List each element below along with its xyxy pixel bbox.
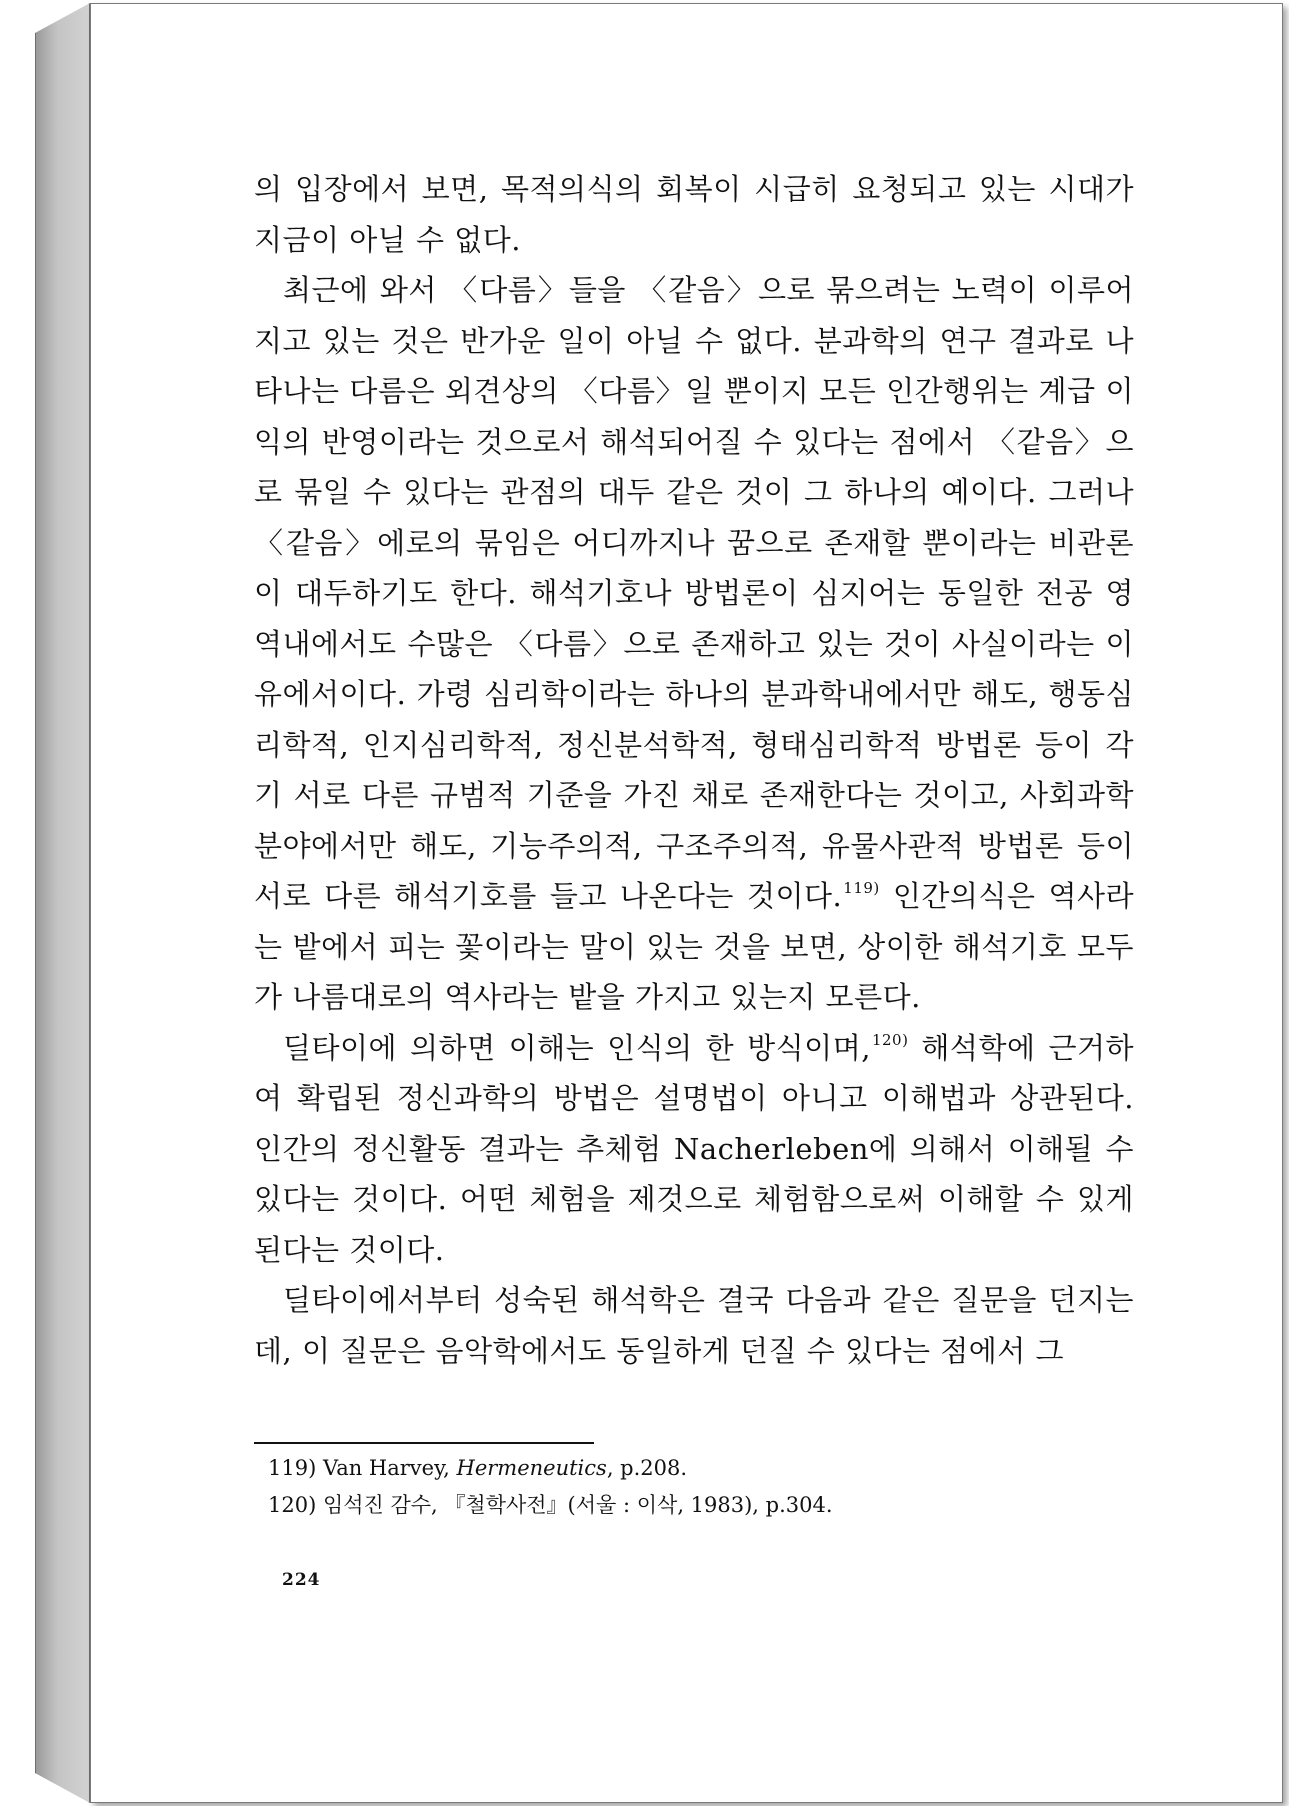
footnote-ref-120: 120) [871, 1030, 909, 1049]
page-number: 224 [282, 1570, 321, 1590]
footnote-ref-119: 119) [843, 879, 880, 897]
paragraph-3-text-after: 해석학에 근거하여 확립된 정신과학의 방법은 설명법이 아니고 이해법과 상관된다. 인간의 정신활동 결과는 추체험 Nacherleben에 의해서 이해될 수 있다는 것이다. 어떤 체험을 제것으로 체험함으로써 이해할 수 있게 된다는 것이다. [254, 1030, 1135, 1267]
footnote-119 [268, 1450, 1128, 1487]
footnote-120-text: 임석진 감수, 『철학사전』(서울 : 이삭, 1983), p.304. [316, 1493, 833, 1517]
body-text [254, 164, 1134, 1376]
footnotes [268, 1450, 1128, 1524]
paragraph-4-text: 딜타이에서부터 성숙된 해석학은 결국 다음과 같은 질문을 던지는데, 이 질문은 음악학에서도 동일하게 던질 수 있다는 점에서 그 [254, 1283, 1134, 1368]
footnote-119-text-after: , p.208. [606, 1456, 688, 1480]
footnote-119-text: Van Harvey, [316, 1456, 457, 1480]
paragraph-1-text: 의 입장에서 보면, 목적의식의 회복이 시급히 요청되고 있는 시대가 지금이 아닐 수 없다. [254, 172, 1134, 257]
footnote-119-number: 119) [268, 1456, 317, 1480]
paragraph-2-text: 최근에 와서 〈다름〉들을 〈같음〉으로 묶으려는 노력이 이루어지고 있는 것은 반가운 일이 아닐 수 없다. 분과학의 연구 결과로 나타나는 다름은 외견상의 〈다름〉일 뿐이지 모든 인간행위는 계급 이익의 반영이라는 것으로서 해석되어질 수 있다는 점에서 〈같음〉으로 묶일 수 있다는 관점의 대두 같은 것이 그 하나의 예이다. 그러나 〈같음〉에로의 묶임은 어디까지나 꿈으로 존재할 뿐이라는 비관론이 대두하기도 한다. 해석기호나 방법론이 심지어는 동일한 전공 영역내에서도 수많은 〈다름〉으로 존재하고 있는 것이 사실이라는 이유에서이다. 가령 심리학이라는 하나의 분과학내에서만 해도, 행동심리학적, 인지심리학적, 정신분석학적, 형태심리학적 방법론 등이 각기 서로 다른 규범적 기준을 가진 채로 존재한다는 것이고, 사회과학 분야에서만 해도, 기능주의적, 구조주의적, 유물사관적 방법론 등이 서로 다른 해석기호를 들고 나온다는 것이다. [254, 273, 1134, 913]
footnote-119-title: Hermeneutics [456, 1456, 607, 1480]
paragraph-4 [254, 1275, 1134, 1376]
book-spine [35, 3, 90, 1803]
paragraph-2-text-after: 인간의식은 역사라는 밭에서 피는 꽃이라는 말이 있는 것을 보면, 상이한 해석기호 모두가 나름대로의 역사라는 밭을 가지고 있는지 모른다. [254, 879, 1134, 1014]
footnote-divider [254, 1442, 594, 1444]
paragraph-3-text: 딜타이에 의하면 이해는 인식의 한 방식이며, [283, 1030, 871, 1065]
footnote-120 [268, 1487, 1128, 1524]
footnote-120-number: 120) [268, 1493, 317, 1517]
paragraph-2 [254, 265, 1134, 1023]
paragraph-3 [254, 1023, 1134, 1276]
paragraph-1 [254, 164, 1134, 265]
